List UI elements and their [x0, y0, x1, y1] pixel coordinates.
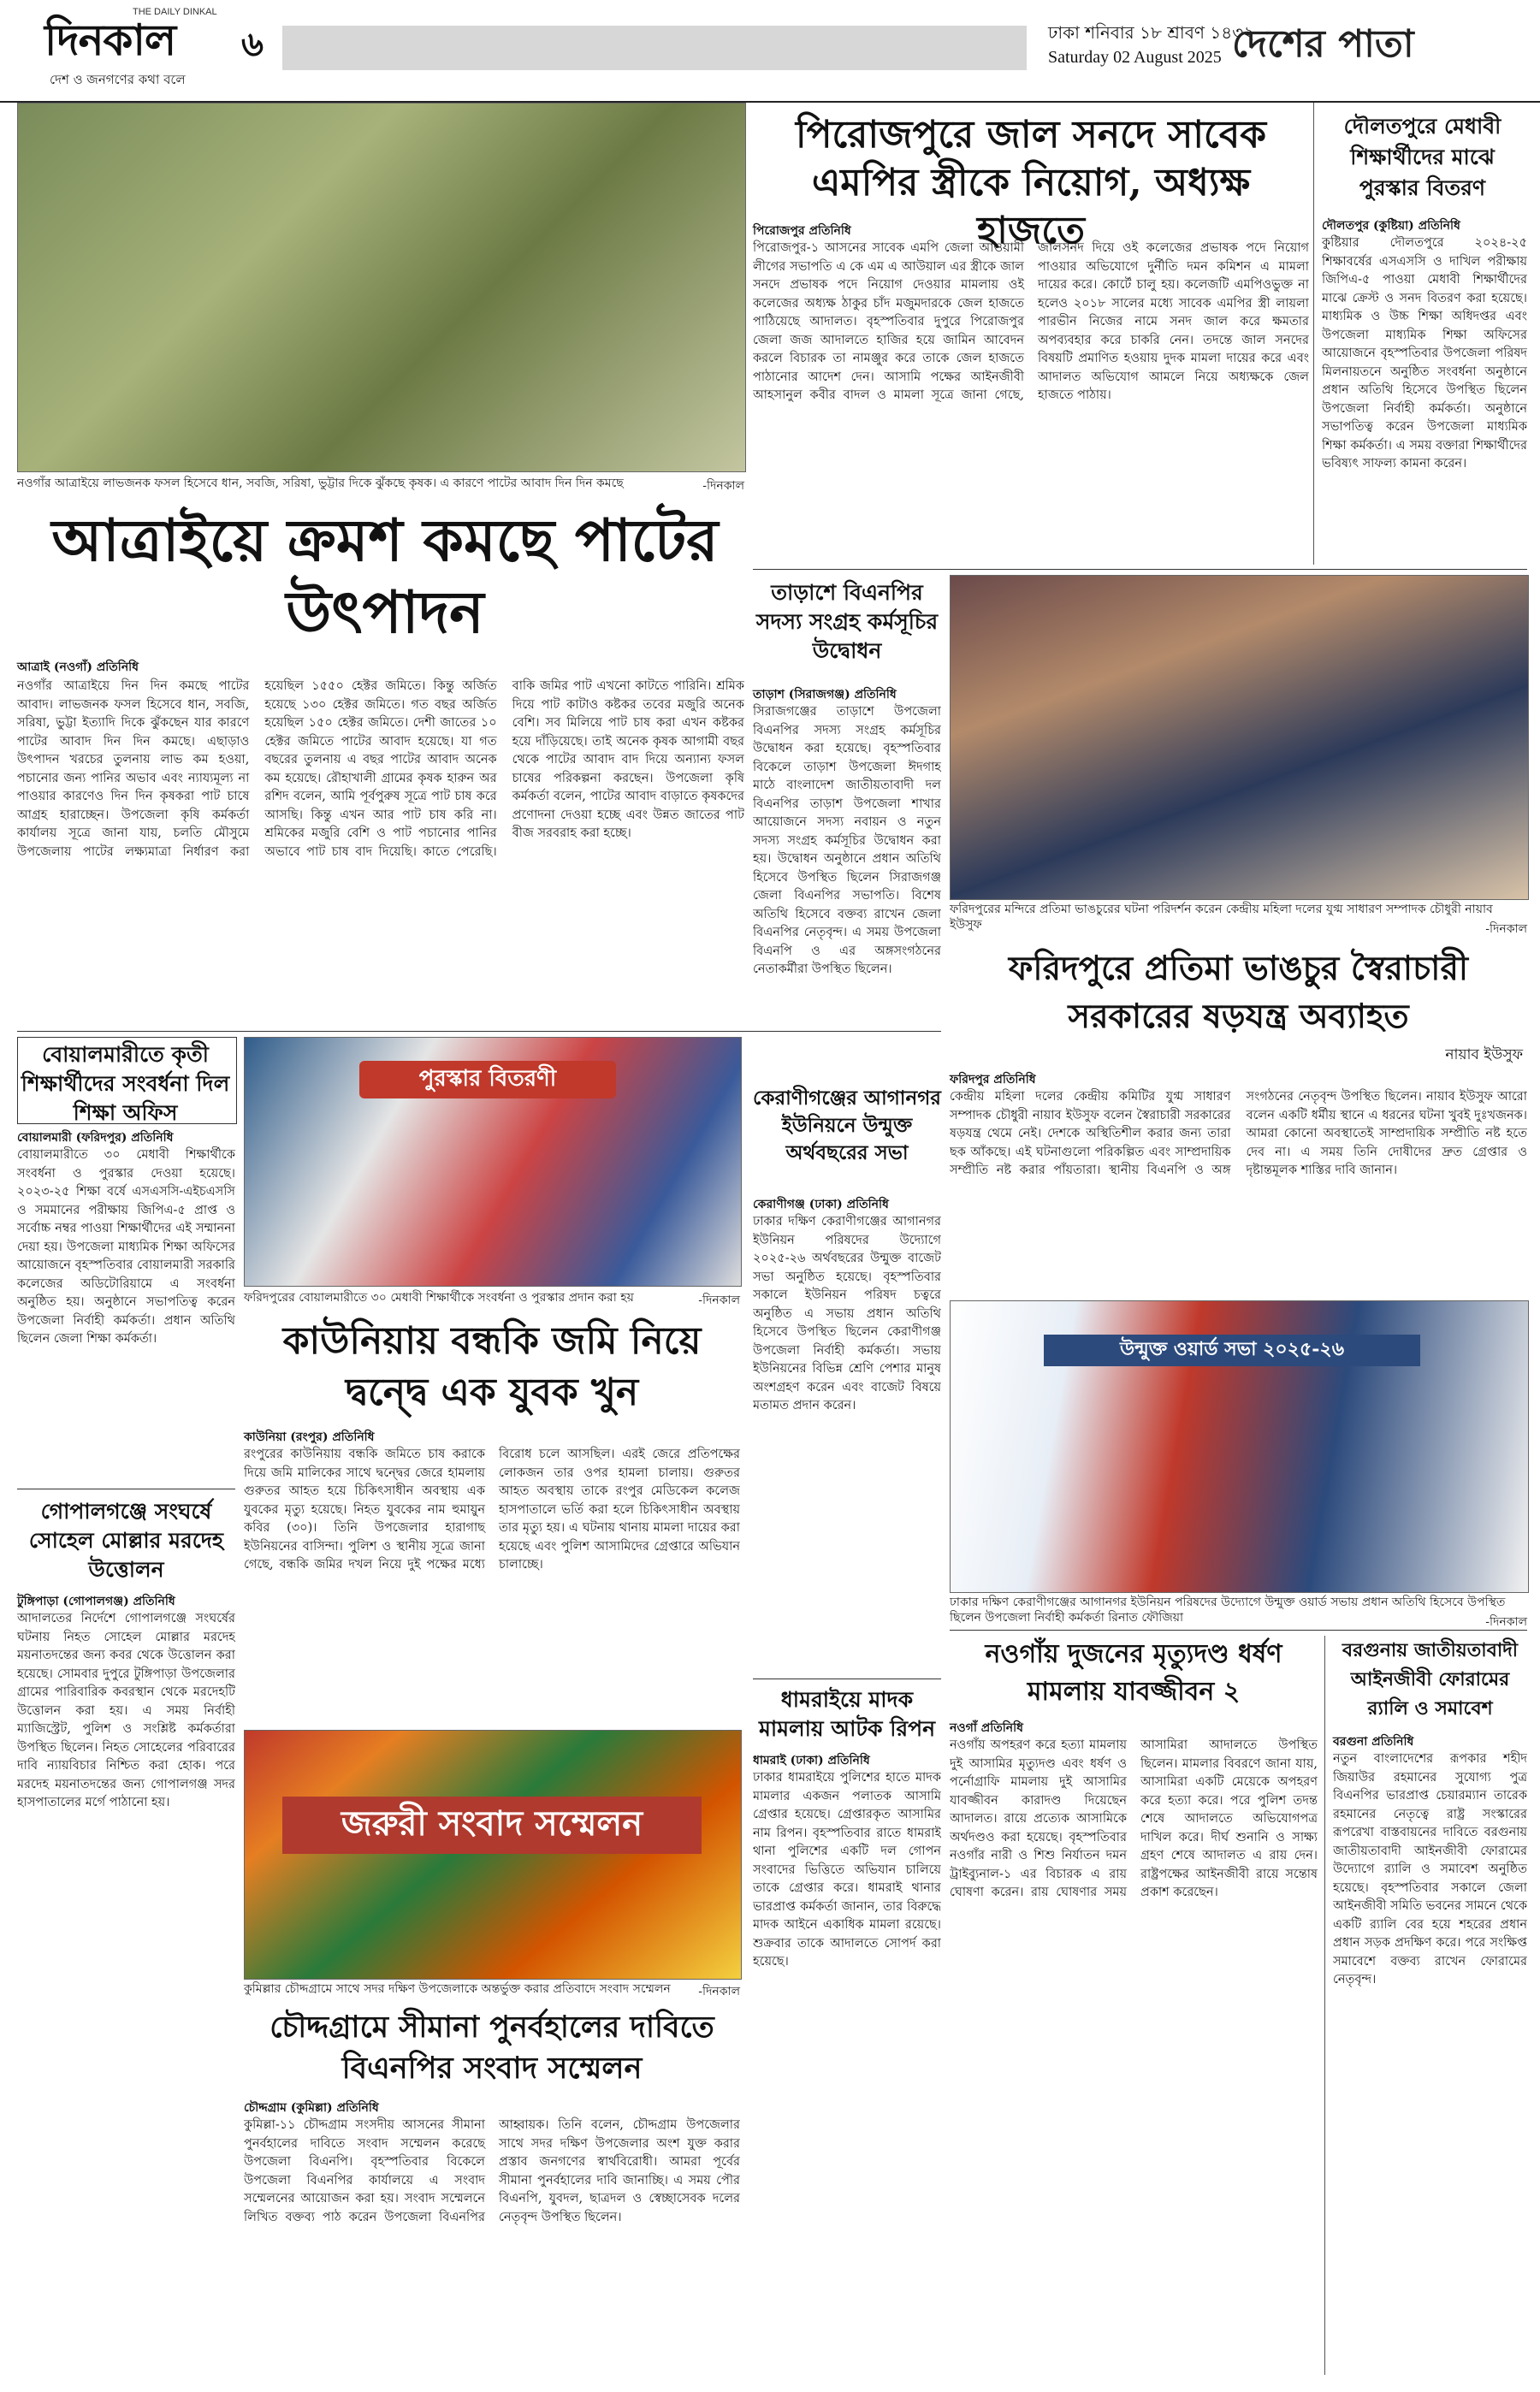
gopalganj-body: আদালতের নির্দেশে গোপালগঞ্জে সংঘর্ষের ঘটনায় নিহত সোহেল মোল্লার মরদেহ ময়নাতদন্তের জন্য কবর থেকে উত্তোলন করা হয়েছে। সোমবার দুপুরে টুঙ্গিপাড়া উপজেলার গ্রামের পারিবারিক কবরস্থান থেকে মরদেহটি উত্তোলন করা হয়। এ সময় নির্বাহী ম্যাজিস্ট্রেট, পুলিশ ও সংশ্লিষ্ট কর্মকর্তারা উপস্থিত ছিলেন। নিহত সোহেলের পরিবারের দাবি ন্যায়বিচার নিশ্চিত করা হোক। পরে মরদেহ ময়নাতদন্তের জন্য গোপালগঞ্জ সদর হাসপাতালের মর্গে পাঠানো হয়। — [17, 1612, 235, 1809]
naogaon-body: নওগাঁয় অপহরণ করে হত্যা মামলায় দুই আসামির মৃত্যুদণ্ড এবং ধর্ষণ ও পর্নোগ্রাফি মামলায় দুই আসামির যাবজ্জীবন কারাদণ্ড দিয়েছেন আদালত। রায়ে প্রত্যেক আসামিকে অর্থদণ্ডও করা হয়েছে। বৃহস্পতিবার নওগাঁর নারী ও শিশু নির্যাতন দমন ট্রাইব্যুনাল-১ এর বিচারক এ রায় ঘোষণা করেন। রায় ঘোষণার সময় আসামিরা আদালতে উপস্থিত ছিলেন। মামলার বিবরণে জানা যায়, আসামিরা একটি মেয়েকে অপহরণ করে হত্যা করে। পরে পুলিশ তদন্ত শেষে আদালতে অভিযোগপত্র দাখিল করে। দীর্ঘ শুনানি ও সাক্ষ্য গ্রহণ শেষে আদালত এ রায় দেন। রাষ্ট্রপক্ষের আইনজীবী রায়ে সন্তোষ প্রকাশ করেছেন। — [950, 1738, 1318, 1899]
gopalganj-byline: টুঙ্গিপাড়া (গোপালগঞ্জ) প্রতিনিধি — [17, 1595, 175, 1608]
chowddagram-photo-banner: জরুরী সংবাদ সম্মেলন — [282, 1797, 702, 1854]
kaunia-body: রংপুরের কাউনিয়ায় বন্ধকি জমিতে চাষ করাকে দিয়ে জমি মালিকের সাথে দ্বন্দ্বের জেরে হামলায় গুরুতর আহত হয়ে চিকিৎসাধীন অবস্থায় এক যুবকের মৃত্যু হয়েছে। নিহত যুবকের নাম হুমায়ুন কবির (৩০)। তিনি উপজেলার হারাগাছ ইউনিয়নের বাসিন্দা। পুলিশ ও স্থানীয় সূত্রে জানা গেছে, বন্ধকি জমির দখল নিয়ে দুই পক্ষের মধ্যে বিরোধ চলে আসছিল। এরই জেরে প্রতিপক্ষের লোকজন তার ওপর হামলা চালায়। গুরুতর আহত অবস্থায় তাকে রংপুর মেডিকেল কলেজ হাসপাতালে ভর্তি করা হলে চিকিৎসাধীন অবস্থায় তার মৃত্যু হয়। এ ঘটনায় থানায় মামলা দায়ের করা হয়েছে এবং পুলিশ আসামিদের গ্রেপ্তারে অভিযান চালাচ্ছে। — [244, 1448, 740, 1572]
jute-photo-caption: নওগাঁর আত্রাইয়ে লাভজনক ফসল হিসেবে ধান, সবজি, সরিষা, ভুট্টার দিকে ঝুঁকছে কৃষক। এ কারণে পাটের আবাদ দিন দিন কমছে — [17, 477, 624, 490]
chowddagram-photo-credit: -দিনকাল — [698, 1985, 740, 1998]
kaunia-headline: কাউনিয়ায় বন্ধকি জমি নিয়ে দ্বন্দ্বে এক যুবক খুন — [282, 1319, 702, 1414]
barguna-byline: বরগুনা প্রতিনিধি — [1333, 1735, 1414, 1749]
doulatpur-byline: দৌলতপুর (কুষ্টিয়া) প্রতিনিধি — [1322, 219, 1460, 233]
newspaper-logo: দিনকাল — [44, 15, 176, 65]
logo-slogan: দেশ ও জনগণের কথা বলে — [50, 72, 186, 87]
faridpur-photo-caption: ফরিদপুরের মন্দিরে প্রতিমা ভাঙচুরের ঘটনা পরিদর্শন করেন কেন্দ্রীয় মহিলা দলের যুগ্ম সাধারণ সম্পাদক চৌধুরী নায়াব ইউসুফ — [950, 903, 1493, 932]
keraniganj-photo-banner: উন্মুক্ত ওয়ার্ড সভা ২০২৫-২৬ — [1044, 1335, 1420, 1366]
chowddagram-photo-caption: কুমিল্লার চৌদ্দগ্রামে সাথে সদর দক্ষিণ উপজেলাকে অন্তর্ভুক্ত করার প্রতিবাদে সংবাদ সম্মেলন — [244, 1982, 671, 1996]
dhamrai-body: ঢাকার ধামরাইয়ে পুলিশের হাতে মাদক মামলার একজন পলাতক আসামি গ্রেপ্তার হয়েছে। গ্রেপ্তারকৃত আসামির নাম রিপন। বৃহস্পতিবার রাতে ধামরাই থানা পুলিশের একটি দল গোপন সংবাদের ভিত্তিতে অভিযান চালিয়ে তাকে গ্রেপ্তার করে। ধামরাই থানার ভারপ্রাপ্ত কর্মকর্তা জানান, তার বিরুদ্ধে মাদক আইনে একাধিক মামলা রয়েছে। শুক্রবার তাকে আদালতে সোপর্দ করা হয়েছে। — [753, 1771, 941, 1969]
taras-body: সিরাজগঞ্জের তাড়াশে উপজেলা বিএনপির সদস্য সংগ্রহ কর্মসূচির উদ্বোধন করা হয়েছে। বৃহস্পতিবার বিকেলে তাড়াশ উপজেলা ঈদগাহ মাঠে বাংলাদেশ জাতীয়তাবাদী দল বিএনপির তাড়াশ উপজেলা শাখার আয়োজনে সদস্য নবায়ন ও নতুন সদস্য সংগ্রহ কর্মসূচির উদ্বোধন করা হয়। উদ্বোধন অনুষ্ঠানে প্রধান অতিথি হিসেবে উপস্থিত ছিলেন সিরাজগঞ্জ জেলা বিএনপির সভাপতি। বিশেষ অতিথি হিসেবে বক্তব্য রাখেন জেলা বিএনপির নেতৃবৃন্দ। এ সময় উপজেলা বিএনপি ও এর অঙ্গসংগঠনের নেতাকর্মীরা উপস্থিত ছিলেন। — [753, 705, 941, 976]
keraniganj-body: ঢাকার দক্ষিণ কেরাণীগঞ্জের আগানগর ইউনিয়ন পরিষদের উদ্যোগে ২০২৫-২৬ অর্থবছরের উন্মুক্ত বাজেট সভা অনুষ্ঠিত হয়েছে। বৃহস্পতিবার সকালে ইউনিয়ন পরিষদ চত্বরে অনুষ্ঠিত এ সভায় প্রধান অতিথি হিসেবে উপস্থিত ছিলেন কেরাণীগঞ্জ উপজেলা নির্বাহী কর্মকর্তা। সভায় ইউনিয়নের বিভিন্ন শ্রেণি পেশার মানুষ অংশগ্রহণ করেন এবং বাজেট বিষয়ে মতামত প্রদান করেন। — [753, 1215, 941, 1412]
perojpur-byline: পিরোজপুর প্রতিনিধি — [753, 224, 851, 238]
faridpur-author: নায়াব ইউসুফ — [1445, 1046, 1523, 1063]
taras-byline: তাড়াশ (সিরাজগঞ্জ) প্রতিনিধি — [753, 688, 897, 702]
dhamrai-byline: ধামরাই (ঢাকা) প্রতিনিধি — [753, 1754, 870, 1767]
dhamrai-headline: ধামরাইয়ে মাদক মামলায় আটক রিপন — [758, 1687, 936, 1741]
column-divider — [1313, 103, 1314, 565]
page-number: ৬ — [241, 24, 264, 64]
chowddagram-press-photo — [244, 1730, 742, 1980]
barguna-headline: বরগুনায় জাতীয়তাবাদী আইনজীবী ফোরামের র‍্যালি ও সমাবেশ — [1342, 1639, 1519, 1720]
doulatpur-headline: দৌলতপুরে মেধাবী শিক্ষার্থীদের মাঝে পুরস্কার বিতরণ — [1343, 114, 1502, 200]
naogaon-byline: নওগাঁ প্রতিনিধি — [950, 1721, 1023, 1735]
doulatpur-body: কুষ্টিয়ার দৌলতপুরে ২০২৪-২৫ শিক্ষাবর্ষের এসএসসি ও দাখিল পরীক্ষায় জিপিএ-৫ পাওয়া মেধাবী শিক্ষার্থীদের মাঝে ক্রেস্ট ও সনদ বিতরণ করা হয়েছে। মাধ্যমিক ও উচ্চ শিক্ষা অধিদপ্তর এবং উপজেলা মাধ্যমিক শিক্ষা অফিসের আয়োজনে বৃহস্পতিবার উপজেলা পরিষদ মিলনায়তনে অনুষ্ঠিত সংবর্ধনা অনুষ্ঠানে প্রধান অতিথি হিসেবে উপস্থিত ছিলেন উপজেলা নির্বাহী কর্মকর্তা। অনুষ্ঠানে সভাপতিত্ব করেন উপজেলা মাধ্যমিক শিক্ষা কর্মকর্তা। এ সময় বক্তারা শিক্ষার্থীদের ভবিষ্যৎ সাফল্য কামনা করেন। — [1322, 236, 1527, 471]
taras-headline: তাড়াশে বিএনপির সদস্য সংগ্রহ কর্মসূচির উদ্বোধন — [755, 580, 939, 663]
boalmari-headline: বোয়ালমারীতে কৃতী শিক্ষার্থীদের সংবর্ধনা দিল শিক্ষা অফিস — [21, 1042, 230, 1125]
jute-body: নওগাঁর আত্রাইয়ে দিন দিন কমছে পাটের আবাদ। লাভজনক ফসল হিসেবে ধান, সবজি, সরিষা, ভুট্টা ইত্যাদি দিকে ঝুঁকছেন যার কারণে পাটের আবাদ দিন দিন কমছে। এছাড়াও উৎপাদন খরচের তুলনায় লাভ কম হওয়া, পচানোর জন্য পানির অভাব এবং ন্যায্যমূল্য না পাওয়ার কারণেও দিন দিন কৃষকরা পাট চাষে আগ্রহ হারাচ্ছেন। উপজেলা কৃষি কর্মকর্তা কার্যালয় সূত্রে জানা যায়, চলতি মৌসুমে উপজেলায় পাটের লক্ষ্যমাত্রা নির্ধারণ করা হয়েছিল ১৫৫০ হেক্টর জমিতে। কিন্তু অর্জিত হয়েছে ১৩০ হেক্টর জমিতে। গত বছর অর্জিত হয়েছিল ১৫০ হেক্টর জমিতে। দেশী জাতের ১০ হেক্টর জমিতে পাটের আবাদ হয়েছে। যা গত বছরের তুলনায় এ বছর পাটের আবাদ অনেক কম হয়েছে। রৌহাখালী গ্রামের কৃষক হারুন অর রশিদ বলেন, আমি পূর্বপুরুষ সূত্রে পাট চাষ করে আসছি। কিন্তু এখন আর পাট চাষ করি না। শ্রমিকের মজুরি বেশি ও পাট পচানোর পানির অভাবে পাট চাষ বাদ দিয়েছি। কাতে পেরেছি। বাকি জমির পাট এখনো কাটতে পারিনি। শ্রমিক দিয়ে পাট কাটাও কষ্টকর তবের মজুরি অনেক বেশি। সব মিলিয়ে পাট চাষ করা এখন কষ্টকর হয়ে দাঁড়িয়েছে। তাই অনেক কৃষক আগামী বছর থেকে পাটের আবাদ বাদ দিয়ে অন্যান্য ফসল চাষের পরিকল্পনা করছেন। উপজেলা কৃষি কর্মকর্তা বলেন, পাটের আবাদ বাড়াতে কৃষকদের প্রণোদনা দেওয়া হচ্ছে এবং উন্নত জাতের পাট বীজ সরবরাহ করা হচ্ছে। — [17, 679, 744, 859]
gopalganj-headline: গোপালগঞ্জে সংঘর্ষে সোহেল মোল্লার মরদেহ উত্তোলন — [28, 1499, 224, 1582]
date-bangla: ঢাকা শনিবার ১৮ শ্রাবণ ১৪৩২ — [1048, 22, 1255, 43]
chowddagram-headline: চৌদ্দগ্রামে সীমানা পুনর্বহালের দাবিতে বিএনপির সংবাদ সম্মেলন — [270, 2010, 714, 2086]
naogaon-headline: নওগাঁয় দুজনের মৃত্যুদণ্ড ধর্ষণ মামলায় যাবজ্জীবন ২ — [985, 1639, 1282, 1707]
chowddagram-byline: চৌদ্দগ্রাম (কুমিল্লা) প্রতিনিধি — [244, 2101, 379, 2115]
faridpur-headline: ফরিদপুরে প্রতিমা ভাঙচুর স্বৈরাচারী সরকারের ষড়যন্ত্র অব্যাহত — [1008, 949, 1469, 1036]
jute-photo-credit: -দিনকাল — [702, 479, 744, 493]
boalmari-photo-credit: -দিনকাল — [698, 1294, 740, 1307]
boalmari-photo-caption: ফরিদপুরের বোয়ালমারীতে ৩০ মেধাবী শিক্ষার্থীকে সংবর্ধনা ও পুরস্কার প্রদান করা হয় — [244, 1291, 634, 1305]
boalmari-byline: বোয়ালমারী (ফরিদপুর) প্রতিনিধি — [17, 1131, 174, 1145]
boalmari-body: বোয়ালমারীতে ৩০ মেধাবী শিক্ষার্থীকে সংবর্ধনা ও পুরস্কার দেওয়া হয়েছে। ২০২৩-২৫ শিক্ষা বর্ষে এসএসসি-এইচএসসি ও সমমানের পরীক্ষায় জিপিএ-৫ প্রাপ্ত ও সর্বোচ্চ নম্বর পাওয়া শিক্ষার্থীদের এই সম্মাননা দেয়া হয়। উপজেলা মাধ্যমিক শিক্ষা অফিসের আয়োজনে বৃহস্পতিবার বোয়ালমারী সরকারি কলেজের অডিটোরিয়ামে এ সংবর্ধনা অনুষ্ঠিত হয়। অনুষ্ঠানে সভাপতিত্ব করেন উপজেলা নির্বাহী কর্মকর্তা। প্রধান অতিথি ছিলেন জেলা শিক্ষা কর্মকর্তা। — [17, 1148, 235, 1346]
faridpur-temple-photo — [950, 575, 1529, 900]
column-divider — [1324, 1636, 1325, 2375]
section-rule — [950, 1630, 1527, 1631]
barguna-body: নতুন বাংলাদেশের রূপকার শহীদ জিয়াউর রহমানের সুযোগ্য পুত্র বিএনপির ভারপ্রাপ্ত চেয়ারম্যান তারেক রহমানের নেতৃত্বে রাষ্ট্র সংস্কারের রূপরেখা বাস্তবায়নের দাবিতে বরগুনায় জাতীয়তাবাদী আইনজীবী ফোরামের উদ্যোগে র‍্যালি ও সমাবেশ অনুষ্ঠিত হয়েছে। বৃহস্পতিবার সকালে জেলা আইনজীবী সমিতি ভবনের সামনে থেকে একটি র‍্যালি বের হয়ে শহরের প্রধান প্রধান সড়ক প্রদক্ষিণ করে। পরে সংক্ষিপ্ত সমাবেশে বক্তব্য রাখেন ফোরামের নেতৃবৃন্দ। — [1333, 1752, 1527, 1986]
date-english: Saturday 02 August 2025 — [1048, 48, 1222, 67]
perojpur-body: পিরোজপুর-১ আসনের সাবেক এমপি জেলা আওয়ামী লীগের সভাপতি এ কে এম এ আউয়াল এর স্ত্রীকে জাল সনদে প্রভাষক পদে নিয়োগ দেওয়ার মামলায় ওই কলেজের অধ্যক্ষ ঠাকুর চাঁদ মজুমদারকে জেল হাজতে পাঠিয়েছে আদালত। বৃহস্পতিবার দুপুরে পিরোজপুর জেলা জজ আদালতে হাজির হয়ে জামিন আবেদন করলে বিচারক তা নামঞ্জুর করে তাকে জেল হাজতে পাঠানোর আদেশ দেন। আসামি পক্ষের আইনজীবী আহসানুল কবীর বাদল ও মামলা সূত্রে জানা গেছে, জালসনদ দিয়ে ওই কলেজের প্রভাষক পদে নিয়োগ পাওয়ার অভিযোগে দুর্নীতি দমন কমিশন এ মামলা দায়ের করে। কোর্টে চালু হয়। কলেজটি এমপিওভুক্ত না হলেও ২০১৮ সালের মধ্যে সাবেক এমপির স্ত্রী লায়লা পারভীন নিজের নামে সনদ জাল করে ক্ষমতার অপব্যবহার করে চাকরি নেন। তদন্তে জাল সনদের বিষয়টি প্রমাণিত হওয়ায় দুদক মামলা দায়ের করে এবং আদালত অভিযোগ আমলে নিয়ে অধ্যক্ষকে জেল হাজতে পাঠায়। — [753, 241, 1309, 402]
perojpur-headline: পিরোজপুরে জাল সনদে সাবেক এমপির স্ত্রীকে নিয়োগ, অধ্যক্ষ হাজতে — [796, 113, 1266, 252]
keraniganj-photo-credit: -দিনকাল — [1485, 1615, 1527, 1629]
section-rule — [17, 1031, 941, 1032]
jute-headline: আত্রাইয়ে ক্রমশ কমছে পাটের উৎপাদন — [51, 506, 719, 647]
faridpur-photo-credit: -দিনকাল — [1485, 922, 1527, 936]
masthead-band — [282, 26, 1027, 70]
logo-english: THE DAILY DINKAL — [133, 7, 217, 17]
faridpur-byline: ফরিদপুর প্রতিনিধি — [950, 1073, 1036, 1086]
keraniganj-photo-caption: ঢাকার দক্ষিণ কেরাণীগঞ্জের আগানগর ইউনিয়ন পরিষদের উদ্যোগে উন্মুক্ত ওয়ার্ড সভায় প্রধান অতিথি হিসেবে উপস্থিত ছিলেন উপজেলা নির্বাহী কর্মকর্তা রিনাত ফৌজিয়া — [950, 1596, 1506, 1625]
jute-field-photo — [17, 103, 746, 472]
section-rule — [753, 569, 1527, 570]
faridpur-body: কেন্দ্রীয় মহিলা দলের কেন্দ্রীয় কমিটির যুগ্ম সাধারণ সম্পাদক চৌধুরী নায়াব ইউসুফ বলেন স্বৈরাচারী সরকারের ষড়যন্ত্র থেমে নেই। দেশকে অস্থিতিশীল করার জন্য তারা ছক আঁকছে। এই ঘটনাগুলো পরিকল্পিত এবং সাম্প্রদায়িক সম্প্রীতি নষ্ট করার পাঁয়তারা। স্থানীয় বিএনপি ও অঙ্গ সংগঠনের নেতৃবৃন্দ উপস্থিত ছিলেন। নায়াব ইউসুফ আরো বলেন একটি ধর্মীয় স্থানে এ ধরনের ঘটনা খুবই দুঃখজনক। আমরা কোনো অবস্থাতেই সাম্প্রদায়িক সম্প্রীতি নষ্ট হতে দেব না। এ সময় তিনি দোষীদের দ্রুত গ্রেপ্তার ও দৃষ্টান্তমূলক শাস্তির দাবি জানান। — [950, 1090, 1527, 1177]
keraniganj-byline: কেরাণীগঞ্জ (ঢাকা) প্রতিনিধি — [753, 1198, 889, 1211]
kaunia-byline: কাউনিয়া (রংপুর) প্রতিনিধি — [244, 1430, 375, 1444]
keraniganj-headline: কেরাণীগঞ্জের আগানগর ইউনিয়নে উন্মুক্ত অর্থবছরের সভা — [753, 1086, 941, 1164]
boalmari-photo-banner: পুরস্কার বিতরণী — [359, 1061, 616, 1098]
jute-byline: আত্রাই (নওগাঁ) প্রতিনিধি — [17, 660, 139, 674]
chowddagram-body: কুমিল্লা-১১ চৌদ্দগ্রাম সংসদীয় আসনের সীমানা পুনর্বহালের দাবিতে সংবাদ সম্মেলন করেছে উপজেলা বিএনপি। বৃহস্পতিবার বিকেলে উপজেলা বিএনপির কার্যালয়ে এ সংবাদ সম্মেলনের আয়োজন করা হয়। সংবাদ সম্মেলনে লিখিত বক্তব্য পাঠ করেন উপজেলা বিএনপির আহ্বায়ক। তিনি বলেন, চৌদ্দগ্রাম উপজেলার সাথে সদর দক্ষিণ উপজেলার অংশ যুক্ত করার প্রস্তাব জনগণের স্বার্থবিরোধী। আমরা পূর্বের সীমানা পুনর্বহালের দাবি জানাচ্ছি। এ সময় পৌর বিএনপি, যুবদল, ছাত্রদল ও স্বেচ্ছাসেবক দলের নেতৃবৃন্দ উপস্থিত ছিলেন। — [244, 2118, 740, 2224]
section-title: দেশের পাতা — [1232, 22, 1414, 66]
